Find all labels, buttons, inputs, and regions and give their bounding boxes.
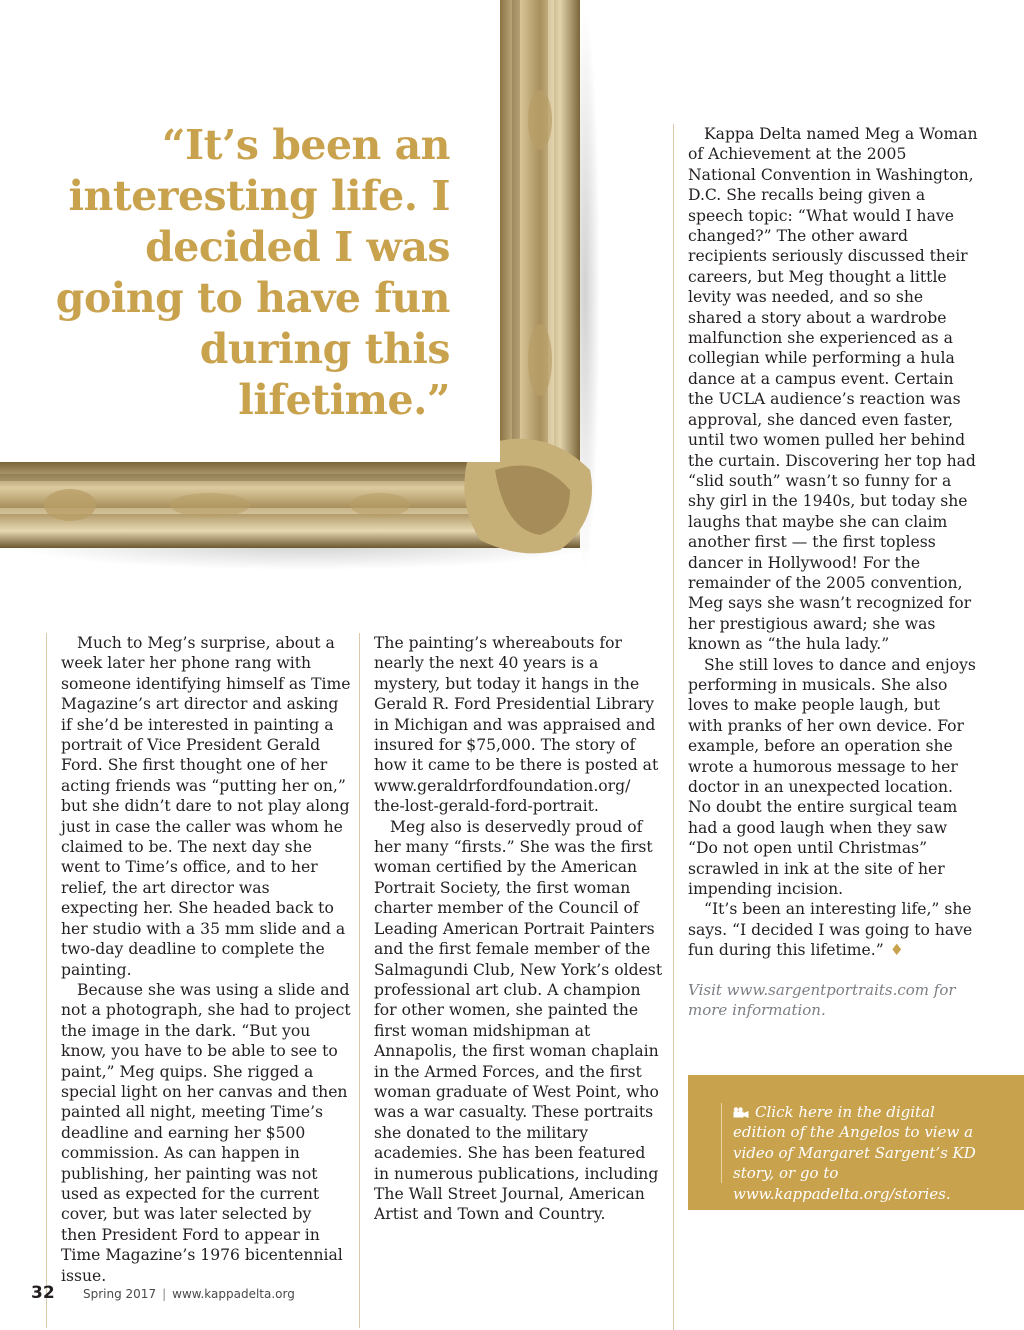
paragraph: Because she was using a slide and not a photograph, she had to project the image in the dark. “But you know, you have to be able to see to paint,” Meg quips. She rigged a special light on her canvas and then painted all night, meeting Time’s deadline and earning her $500 commission. As can happen in publishing, her painting was not used as expected for the current cover, but was later selected by then President Ford to appear in Time Magazine’s 1976 bicentennial issue.	[61, 980, 351, 1285]
callout-rule	[721, 1103, 722, 1183]
video-callout-box[interactable]	[688, 1075, 1024, 1210]
paragraph: Meg also is deservedly proud of her many “firsts.” She was the first woman certified by the American Portrait Society, the first woman charter member of the Council of Leading American Portrait Painters and the first female member of the Salmagundi Club, New York’s oldest professional art club. A champion for other women, she painted the first woman midshipman at Annapolis, the first woman chaplain in the Armed Forces, and the first woman graduate of West Point, who was a war casualty. These portraits she donated to the military academies. She has been featured in numerous publications, including The Wall Street Journal, American Artist and Town and Country.	[374, 817, 663, 1224]
callout-text: Click here in the digital edition of the Angelos to view a video of Margaret Sargent’s KD story, or go to www.kappadelta.org/stories.	[733, 1103, 976, 1203]
pull-quote-line: interesting life. I	[68, 172, 450, 220]
paragraph: The painting’s whereabouts for nearly the next 40 years is a mystery, but today it hangs in the Gerald R. Ford Presidential Library in Michigan and was appraised and insured for $75,000. The story of how it came to be there is posted at www.geraldrfordfoundation.org/ the-lost-gerald-ford-portrait.	[374, 634, 659, 816]
paragraph: She still loves to dance and enjoys performing in musicals. She also loves to make people laugh, but with pranks of her own device. For example, before an operation she wrote a humorous message to her doctor in an unexpected location. No doubt the entire surgical team had a good laugh when they saw “Do not open until Christmas” scrawled in ink at the site of her impending incision.	[688, 655, 976, 899]
end-mark-icon: ♦	[889, 941, 904, 960]
footer-issue: Spring 2017	[83, 1287, 157, 1301]
pull-quote-line: decided I was	[145, 223, 450, 271]
pull-quote	[40, 120, 450, 426]
pull-quote-line: during this	[199, 325, 450, 373]
page-number: 32	[31, 1283, 55, 1303]
paragraph-final-text: “It’s been an interesting life,” she says. “I decided I was going to have fun during this lifetime.”	[688, 900, 973, 960]
paragraph: Much to Meg’s surprise, about a week later her phone rang with someone identifying himself as Time Magazine’s art director and asking if she’d be interested in painting a portrait of Vice President Gerald Ford. She first thought one of her acting friends was “putting her on,” but she didn’t dare to not play along just in case the caller was whom he claimed to be. The next day she went to Time’s office, and to her relief, the art director was expecting her. She headed back to her studio with a 35 mm slide and a two-day deadline to complete the painting.	[61, 634, 351, 979]
paragraph: Kappa Delta named Meg a Woman of Achievement at the 2005 National Convention in Washington, D.C. She recalls being given a speech topic: “What would I have changed?” The other award recipients seriously discussed their careers, but Meg thought a little levity was needed, and so she shared a story about a wardrobe malfunction she experienced as a collegian while performing a hula dance at a campus event. Certain the UCLA audience’s reaction was approval, she danced even faster, until two women pulled her behind the curtain. Discovering her top had “slid south” wasn’t so funny for a shy girl in the 1940s, but today she laughs that maybe she can claim another first — the first topless dancer in Hollywood! For the remainder of the 2005 convention, Meg says she wasn’t recognized for her prestigious award; she was known as “the hula lady.”	[688, 125, 978, 654]
article-column-3	[688, 124, 978, 961]
article-column-2	[374, 633, 664, 1225]
article-column-1	[61, 633, 351, 1286]
callout-text-block	[733, 1102, 978, 1204]
pull-quote-line: going to have fun	[55, 274, 450, 322]
footer-separator: |	[162, 1287, 167, 1301]
footer-website-link[interactable]: www.kappadelta.org	[172, 1287, 295, 1301]
paragraph-final	[688, 899, 978, 960]
footer-text	[83, 1287, 295, 1301]
column-rule	[673, 124, 674, 1330]
column-rule	[46, 633, 47, 1328]
visit-note[interactable]: Visit www.sargentportraits.com for more information.	[688, 981, 956, 1020]
video-camera-icon	[733, 1107, 749, 1118]
pull-quote-line: lifetime.”	[238, 376, 450, 424]
column-rule	[359, 633, 360, 1328]
pull-quote-line: “It’s been an	[161, 121, 450, 169]
